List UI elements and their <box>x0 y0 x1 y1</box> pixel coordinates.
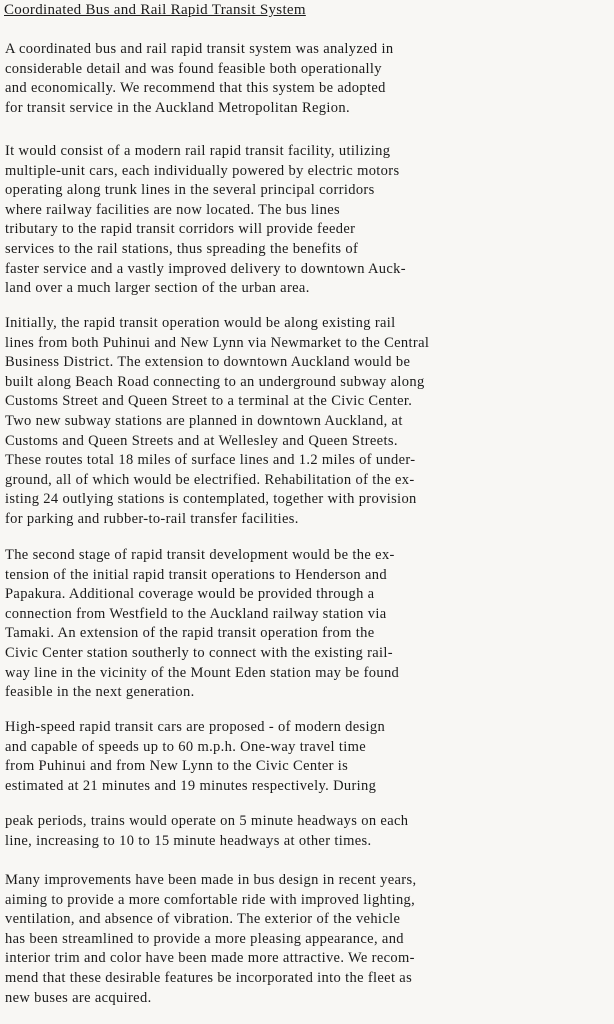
text-line: tributary to the rapid transit corridors will provide feeder <box>5 221 356 238</box>
text-line: feasible in the next generation. <box>5 684 195 701</box>
text-line: Initially, the rapid transit operation would be along existing rail <box>5 315 396 331</box>
text-line: faster service and a vastly improved delivery to downtown Auck- <box>5 260 406 277</box>
paragraph-recommendation <box>5 40 609 118</box>
paragraph-transit-cars <box>5 718 609 796</box>
paragraph-peak-periods <box>5 812 609 851</box>
text-line: Two new subway stations are planned in downtown Auckland, at <box>5 412 403 429</box>
text-line: The second stage of rapid transit development would be the ex- <box>5 547 395 563</box>
text-line: It would consist of a modern rail rapid transit facility, utilizing <box>5 143 391 159</box>
section-title: Coordinated Bus and Rail Rapid Transit System <box>4 2 306 18</box>
text-line: new buses are acquired. <box>5 989 152 1006</box>
text-line: lines from both Puhinui and New Lynn via Newmarket to the Central <box>5 334 430 351</box>
text-line: connection from Westfield to the Auckland railway station via <box>5 605 387 622</box>
text-line: operating along trunk lines in the several principal corridors <box>5 182 375 199</box>
text-line: and capable of speeds up to 60 m.p.h. One-way travel time <box>5 738 366 755</box>
text-line: land over a much larger section of the urban area. <box>5 280 310 297</box>
paragraph-bus-improvements <box>5 871 609 1008</box>
text-line: estimated at 21 minutes and 19 minutes respectively. During <box>5 777 377 794</box>
text-line: ventilation, and absence of vibration. The exterior of the vehicle <box>5 911 401 928</box>
text-line: ground, all of which would be electrified. Rehabilitation of the ex- <box>5 471 415 488</box>
text-line: considerable detail and was found feasible both operationally <box>5 60 382 77</box>
text-line: Customs Street and Queen Street to a terminal at the Civic Center. <box>5 393 413 410</box>
text-line: isting 24 outlying stations is contemplated, together with provision <box>5 491 417 508</box>
text-line: has been streamlined to provide a more pleasing appearance, and <box>5 930 404 947</box>
text-line: Many improvements have been made in bus design in recent years, <box>5 872 417 888</box>
text-line: and economically. We recommend that this system be adopted <box>5 80 386 97</box>
text-line: built along Beach Road connecting to an underground subway along <box>5 373 425 390</box>
text-line: Tamaki. An extension of the rapid transit operation from the <box>5 625 375 642</box>
text-line: High-speed rapid transit cars are proposed - of modern design <box>5 719 386 735</box>
text-line: Civic Center station southerly to connect with the existing rail- <box>5 644 393 661</box>
text-line: for parking and rubber-to-rail transfer facilities. <box>5 510 299 527</box>
text-line: peak periods, trains would operate on 5 minute headways on each <box>5 813 409 829</box>
text-line: Papakura. Additional coverage would be provided through a <box>5 586 375 603</box>
paragraph-initial-operation <box>5 314 609 530</box>
text-line: line, increasing to 10 to 15 minute headways at other times. <box>5 832 372 849</box>
text-line: tension of the initial rapid transit operations to Henderson and <box>5 566 387 583</box>
text-line: Customs and Queen Streets and at Wellesley and Queen Streets. <box>5 432 398 449</box>
text-line: A coordinated bus and rail rapid transit system was analyzed in <box>5 41 394 57</box>
text-line: multiple-unit cars, each individually powered by electric motors <box>5 162 400 179</box>
text-line: for transit service in the Auckland Metropolitan Region. <box>5 99 350 116</box>
text-line: from Puhinui and from New Lynn to the Civic Center is <box>5 758 349 775</box>
text-line: These routes total 18 miles of surface lines and 1.2 miles of under- <box>5 452 416 469</box>
text-line: services to the rail stations, thus spreading the benefits of <box>5 240 359 257</box>
text-line: way line in the vicinity of the Mount Eden station may be found <box>5 664 400 681</box>
paragraph-system-description <box>5 142 609 299</box>
text-line: where railway facilities are now located. The bus lines <box>5 201 341 218</box>
text-line: aiming to provide a more comfortable ride with improved lighting, <box>5 891 416 908</box>
paragraph-second-stage <box>5 546 609 703</box>
text-line: interior trim and color have been made more attractive. We recom- <box>5 950 415 967</box>
text-line: mend that these desirable features be incorporated into the fleet as <box>5 969 413 986</box>
text-line: Business District. The extension to downtown Auckland would be <box>5 354 411 371</box>
